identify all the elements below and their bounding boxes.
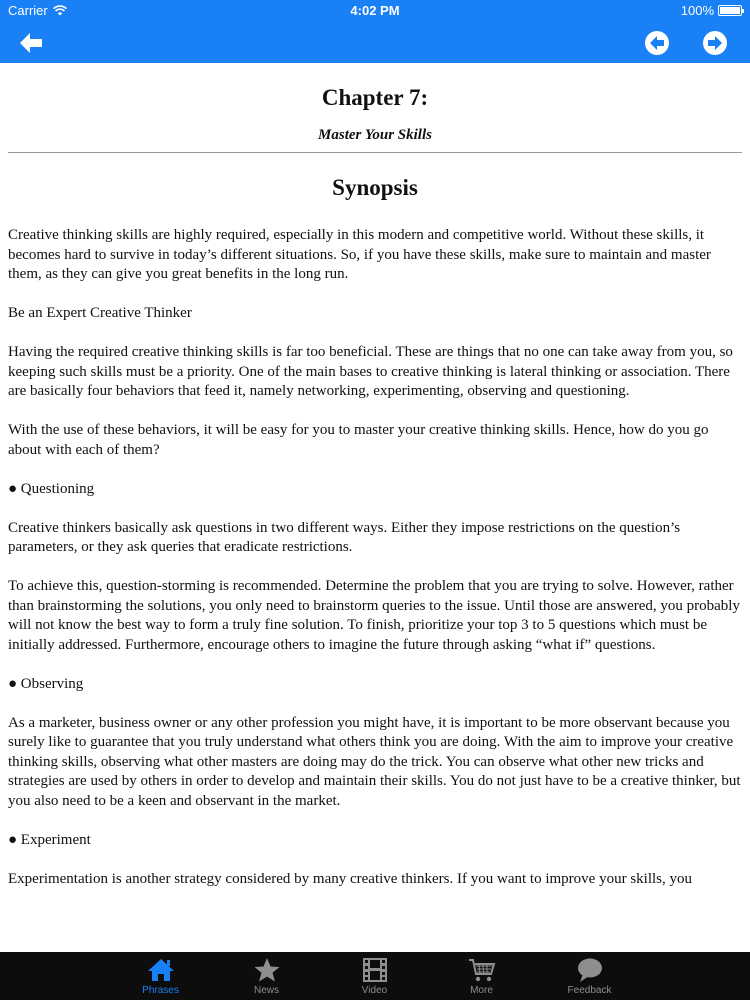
bullet-heading: ● Questioning xyxy=(8,480,95,497)
previous-chapter-button[interactable] xyxy=(642,28,672,58)
circle-left-arrow-icon xyxy=(644,30,670,56)
tab-more[interactable] xyxy=(428,952,535,1000)
chapter-title: Chapter 7: xyxy=(321,85,429,110)
circle-right-arrow-icon xyxy=(702,30,728,56)
paragraph: With the use of these behaviors, it will be easy for you to master your creative thinking skills. Hence, how do you go about with each of them? xyxy=(8,422,709,458)
back-arrow-icon xyxy=(18,31,44,55)
star-icon xyxy=(252,957,282,983)
divider xyxy=(8,152,742,153)
tab-video[interactable] xyxy=(321,952,428,1000)
battery-percent: 100% xyxy=(680,3,714,18)
subheading: Be an Expert Creative Thinker xyxy=(8,305,192,321)
paragraph: Creative thinking skills are highly required, especially in this modern and competitive world. Without these skills, it becomes hard to survive in today’s different situations. So, if you have these skills, make sure to maintain and master them, as they can give you great benefits in the long run. xyxy=(8,227,711,282)
paragraph: To achieve this, question-storming is recommended. Determine the problem that you are trying to solve. However, rather than brainstorming the solutions, you only need to brainstorm queries to the issue. Until those are answered, you probably will not know the best way to form a truly fine solution. To finish, prioritize your top 3 to 5 questions which must be initially addressed. Furthermore, encourage others to imagine the future through asking “what if” questions. xyxy=(8,578,740,653)
clock: 4:02 PM xyxy=(350,3,400,18)
tab-label: News xyxy=(253,985,279,996)
article-body xyxy=(8,226,742,889)
tab-news[interactable] xyxy=(213,952,320,1000)
tab-label: Phrases xyxy=(142,985,179,996)
next-chapter-button[interactable] xyxy=(700,28,730,58)
bullet-heading: ● Experiment xyxy=(8,831,91,848)
chapter-subtitle: Master Your Skills xyxy=(318,127,432,143)
home-icon xyxy=(146,957,176,983)
paragraph: Experimentation is another strategy considered by many creative thinkers. If you want to improve your skills, you xyxy=(8,870,692,887)
cart-icon xyxy=(467,957,497,983)
film-icon xyxy=(360,957,390,983)
paragraph: Creative thinkers basically ask questions in two different ways. Either they impose restrictions on the question’s parameters, or they ask queries that eradicate restrictions. xyxy=(8,519,681,555)
tab-label: Feedback xyxy=(567,985,612,996)
tab-bar xyxy=(0,952,750,1000)
navigation-bar xyxy=(0,22,750,63)
back-button[interactable] xyxy=(16,28,46,58)
carrier-label: Carrier xyxy=(8,3,48,18)
battery-indicator xyxy=(681,3,742,18)
bullet-heading: ● Observing xyxy=(8,675,84,692)
battery-icon xyxy=(718,5,742,16)
tab-phrases[interactable] xyxy=(107,952,214,1000)
section-title: Synopsis xyxy=(332,175,418,200)
article-content[interactable] xyxy=(0,63,750,952)
tab-label: More xyxy=(470,985,493,996)
speech-bubble-icon xyxy=(575,957,605,983)
tab-label: Video xyxy=(361,985,388,996)
paragraph: As a marketer, business owner or any other profession you might have, it is important to be more observant because you surely like to guarantee that you truly understand what others think you are doing. With the aim to improve your creative thinking skills, observing what other masters are doing may do the trick. You can observe what other new tricks and strategies are used by others in order to develop and maintain their skills. You do not just have to be a creative thinker, but you also need to be a keen and observant in the market. xyxy=(8,714,741,809)
paragraph: Having the required creative thinking skills is far too beneficial. These are things that no one can take away from you, so keeping such skills must be a priority. One of the main bases to creative thinking is lateral thinking or association. There are basically four behaviors that feed it, namely networking, experimenting, observing and questioning. xyxy=(8,344,733,399)
status-bar xyxy=(0,0,750,22)
tab-feedback[interactable] xyxy=(536,952,643,1000)
